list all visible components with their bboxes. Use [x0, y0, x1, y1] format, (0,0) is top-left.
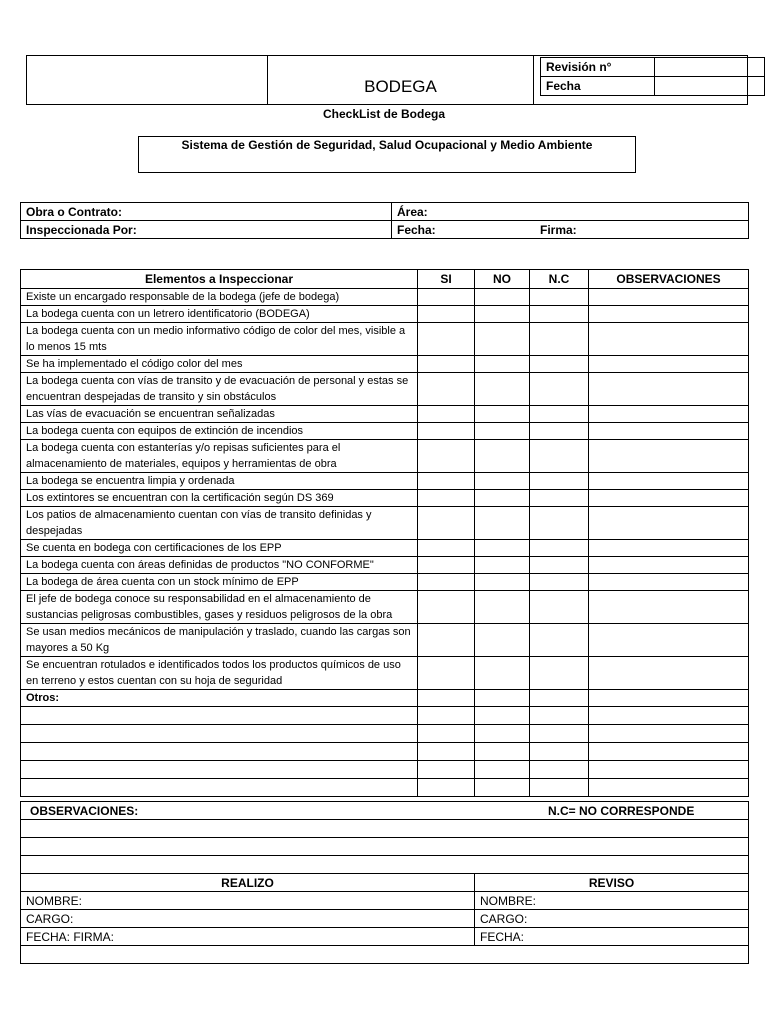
realizo-cargo-field[interactable]: CARGO:: [21, 910, 475, 928]
no-cell[interactable]: [475, 779, 530, 797]
checklist-row: [21, 289, 749, 306]
checklist-item: La bodega cuenta con un letrero identificatorio (BODEGA): [21, 306, 418, 323]
si-cell[interactable]: [418, 657, 475, 690]
no-cell[interactable]: [475, 743, 530, 761]
si-cell[interactable]: [418, 574, 475, 591]
realizo-name-field[interactable]: NOMBRE:: [21, 892, 475, 910]
checklist-row-blank: [21, 779, 749, 797]
checklist-row-blank: [21, 743, 749, 761]
observations-cell[interactable]: [589, 373, 749, 406]
no-cell[interactable]: [475, 574, 530, 591]
nc-cell[interactable]: [530, 507, 589, 540]
observations-cell[interactable]: [589, 490, 749, 507]
si-cell[interactable]: [418, 406, 475, 423]
checklist-item: La bodega se encuentra limpia y ordenada: [21, 473, 418, 490]
observations-cell[interactable]: [589, 690, 749, 707]
si-cell[interactable]: [418, 725, 475, 743]
nc-cell[interactable]: [530, 540, 589, 557]
nc-note: N.C= NO CORRESPONDE: [548, 803, 695, 818]
checklist-item: La bodega cuenta con vías de transito y de evacuación de personal y estas se encuentran despejadas de transito y sin obstáculos: [21, 373, 418, 406]
observations-cell[interactable]: [589, 440, 749, 473]
nc-cell[interactable]: [530, 440, 589, 473]
revision-value[interactable]: [655, 58, 765, 77]
inspected-by-field[interactable]: [21, 221, 392, 239]
checklist-row: [21, 540, 749, 557]
checklist-item: Los extintores se encuentran con la certificación según DS 369: [21, 490, 418, 507]
checklist-item: Existe un encargado responsable de la bodega (jefe de bodega): [21, 289, 418, 306]
observations-cell[interactable]: [589, 356, 749, 373]
no-cell[interactable]: [475, 690, 530, 707]
no-cell[interactable]: [475, 707, 530, 725]
realizo-date-signature-field[interactable]: FECHA: FIRMA:: [21, 928, 475, 946]
date-signature-field[interactable]: [392, 221, 749, 239]
si-cell[interactable]: [418, 761, 475, 779]
column-header-nc: N.C: [530, 270, 589, 289]
si-cell[interactable]: [418, 591, 475, 624]
si-cell[interactable]: [418, 323, 475, 356]
no-cell[interactable]: [475, 540, 530, 557]
checklist-item: Se usan medios mecánicos de manipulación y traslado, cuando las cargas son mayores a 50 Kg: [21, 624, 418, 657]
nc-cell[interactable]: [530, 707, 589, 725]
blank-item-cell[interactable]: [21, 743, 418, 761]
observations-cell[interactable]: [589, 507, 749, 540]
observations-cell[interactable]: [589, 289, 749, 306]
nc-cell[interactable]: [530, 574, 589, 591]
others-label: Otros:: [21, 690, 418, 707]
si-cell[interactable]: [418, 779, 475, 797]
reviso-cargo-field[interactable]: CARGO:: [475, 910, 749, 928]
nc-cell[interactable]: [530, 591, 589, 624]
no-cell[interactable]: [475, 289, 530, 306]
checklist-item: La bodega de área cuenta con un stock mínimo de EPP: [21, 574, 418, 591]
signoff-table: [20, 801, 749, 964]
observations-cell[interactable]: [589, 779, 749, 797]
observations-cell[interactable]: [589, 725, 749, 743]
checklist-table: [20, 269, 749, 797]
no-cell[interactable]: [475, 373, 530, 406]
no-cell[interactable]: [475, 507, 530, 540]
revision-table: [540, 57, 765, 96]
nc-cell[interactable]: [530, 473, 589, 490]
checklist-row: [21, 624, 749, 657]
checklist-row: [21, 557, 749, 574]
checklist-row-others: [21, 690, 749, 707]
blank-row: [21, 946, 749, 964]
revision-label: Revisión n°: [541, 58, 655, 77]
no-cell[interactable]: [475, 725, 530, 743]
nc-cell[interactable]: [530, 406, 589, 423]
nc-cell[interactable]: [530, 725, 589, 743]
reviso-name-field[interactable]: NOMBRE:: [475, 892, 749, 910]
checklist-item: Se cuenta en bodega con certificaciones de los EPP: [21, 540, 418, 557]
si-cell[interactable]: [418, 289, 475, 306]
si-cell[interactable]: [418, 540, 475, 557]
blank-item-cell[interactable]: [21, 725, 418, 743]
column-header-si: SI: [418, 270, 475, 289]
checklist-row: [21, 423, 749, 440]
column-header-observations: OBSERVACIONES: [589, 270, 749, 289]
no-cell[interactable]: [475, 306, 530, 323]
checklist-item: La bodega cuenta con equipos de extinción de incendios: [21, 423, 418, 440]
checklist-row-blank: [21, 761, 749, 779]
logo-cell: [27, 56, 268, 104]
si-cell[interactable]: [418, 624, 475, 657]
observations-cell[interactable]: [589, 657, 749, 690]
observations-cell[interactable]: [589, 306, 749, 323]
checklist-item: El jefe de bodega conoce su responsabilidad en el almacenamiento de sustancias peligrosas combustibles, gases y residuos peligrosos de la obra: [21, 591, 418, 624]
si-cell[interactable]: [418, 557, 475, 574]
no-cell[interactable]: [475, 557, 530, 574]
no-cell[interactable]: [475, 473, 530, 490]
checklist-row: [21, 373, 749, 406]
checklist-item: Las vías de evacuación se encuentran señalizadas: [21, 406, 418, 423]
system-title: Sistema de Gestión de Seguridad, Salud Ocupacional y Medio Ambiente: [138, 136, 636, 173]
blank-item-cell[interactable]: [21, 707, 418, 725]
nc-cell[interactable]: [530, 557, 589, 574]
si-cell[interactable]: [418, 490, 475, 507]
si-cell[interactable]: [418, 473, 475, 490]
inspection-info-table: [20, 202, 749, 239]
checklist-item: Se encuentran rotulados e identificados todos los productos químicos de uso en terreno y estos cuentan con su hoja de seguridad: [21, 657, 418, 690]
no-cell[interactable]: [475, 490, 530, 507]
contract-label: Obra o Contrato:: [26, 204, 122, 219]
no-cell[interactable]: [475, 657, 530, 690]
si-cell[interactable]: [418, 507, 475, 540]
title-cell: [268, 56, 534, 104]
no-cell[interactable]: [475, 761, 530, 779]
observations-cell[interactable]: [589, 591, 749, 624]
inspected-by-label: Inspeccionada Por:: [26, 222, 137, 237]
observations-cell[interactable]: [589, 406, 749, 423]
observations-row: [21, 802, 749, 820]
checklist-item: Los patios de almacenamiento cuentan con vías de transito definidas y despejadas: [21, 507, 418, 540]
nc-cell[interactable]: [530, 690, 589, 707]
header-date-label: Fecha: [541, 77, 655, 96]
nc-cell[interactable]: [530, 624, 589, 657]
nc-cell[interactable]: [530, 423, 589, 440]
observations-cell[interactable]: [589, 540, 749, 557]
nc-cell[interactable]: [530, 657, 589, 690]
checklist-row: [21, 591, 749, 624]
reviso-date-field[interactable]: FECHA:: [475, 928, 749, 946]
document-title: BODEGA: [364, 77, 437, 96]
no-cell[interactable]: [475, 356, 530, 373]
si-cell[interactable]: [418, 690, 475, 707]
si-cell[interactable]: [418, 356, 475, 373]
observations-cell[interactable]: [589, 707, 749, 725]
observations-cell[interactable]: [589, 624, 749, 657]
reviso-header: REVISO: [475, 874, 749, 892]
document-subtitle: CheckList de Bodega: [322, 107, 446, 121]
realizo-header: REALIZO: [21, 874, 475, 892]
si-cell[interactable]: [418, 707, 475, 725]
document-header: [26, 55, 748, 105]
nc-cell[interactable]: [530, 373, 589, 406]
si-cell[interactable]: [418, 440, 475, 473]
nc-cell[interactable]: [530, 743, 589, 761]
observations-line[interactable]: [21, 856, 749, 874]
nc-cell[interactable]: [530, 779, 589, 797]
checklist-row: [21, 440, 749, 473]
nc-cell[interactable]: [530, 490, 589, 507]
observations-line[interactable]: [21, 820, 749, 838]
si-cell[interactable]: [418, 306, 475, 323]
checklist-row-blank: [21, 707, 749, 725]
no-cell[interactable]: [475, 591, 530, 624]
checklist-item: Se ha implementado el código color del mes: [21, 356, 418, 373]
nc-cell[interactable]: [530, 306, 589, 323]
contract-field[interactable]: [21, 203, 392, 221]
observations-cell[interactable]: [589, 761, 749, 779]
date-label: Fecha:: [397, 222, 436, 237]
column-header-elements: Elementos a Inspeccionar: [21, 270, 418, 289]
no-cell[interactable]: [475, 624, 530, 657]
checklist-row: [21, 657, 749, 690]
checklist-header-row: [21, 270, 749, 289]
area-label: Área:: [397, 204, 428, 219]
observations-cell[interactable]: [589, 423, 749, 440]
checklist-item: La bodega cuenta con un medio informativo código de color del mes, visible a lo menos 15 mts: [21, 323, 418, 356]
nc-cell[interactable]: [530, 323, 589, 356]
checklist-item: La bodega cuenta con estanterías y/o repisas suficientes para el almacenamiento de materiales, equipos y herramientas de obra: [21, 440, 418, 473]
nc-cell[interactable]: [530, 289, 589, 306]
no-cell[interactable]: [475, 406, 530, 423]
observations-cell[interactable]: [589, 574, 749, 591]
checklist-row: [21, 306, 749, 323]
nc-cell[interactable]: [530, 356, 589, 373]
observations-cell[interactable]: [589, 323, 749, 356]
checklist-row: [21, 406, 749, 423]
checklist-item: La bodega cuenta con áreas definidas de productos "NO CONFORME": [21, 557, 418, 574]
observations-cell[interactable]: [589, 473, 749, 490]
observations-cell[interactable]: [589, 743, 749, 761]
si-cell[interactable]: [418, 373, 475, 406]
checklist-row: [21, 356, 749, 373]
blank-item-cell[interactable]: [21, 761, 418, 779]
checklist-row: [21, 473, 749, 490]
checklist-row: [21, 507, 749, 540]
blank-item-cell[interactable]: [21, 779, 418, 797]
si-cell[interactable]: [418, 743, 475, 761]
checklist-row: [21, 574, 749, 591]
checklist-row-blank: [21, 725, 749, 743]
signature-label: Firma:: [540, 222, 577, 237]
observations-cell[interactable]: [589, 557, 749, 574]
checklist-row: [21, 490, 749, 507]
observations-label: OBSERVACIONES:: [30, 803, 139, 818]
no-cell[interactable]: [475, 423, 530, 440]
area-field[interactable]: [392, 203, 749, 221]
no-cell[interactable]: [475, 323, 530, 356]
no-cell[interactable]: [475, 440, 530, 473]
observations-line[interactable]: [21, 838, 749, 856]
column-header-no: NO: [475, 270, 530, 289]
checklist-row: [21, 323, 749, 356]
nc-cell[interactable]: [530, 761, 589, 779]
si-cell[interactable]: [418, 423, 475, 440]
header-date-value[interactable]: [655, 77, 765, 96]
